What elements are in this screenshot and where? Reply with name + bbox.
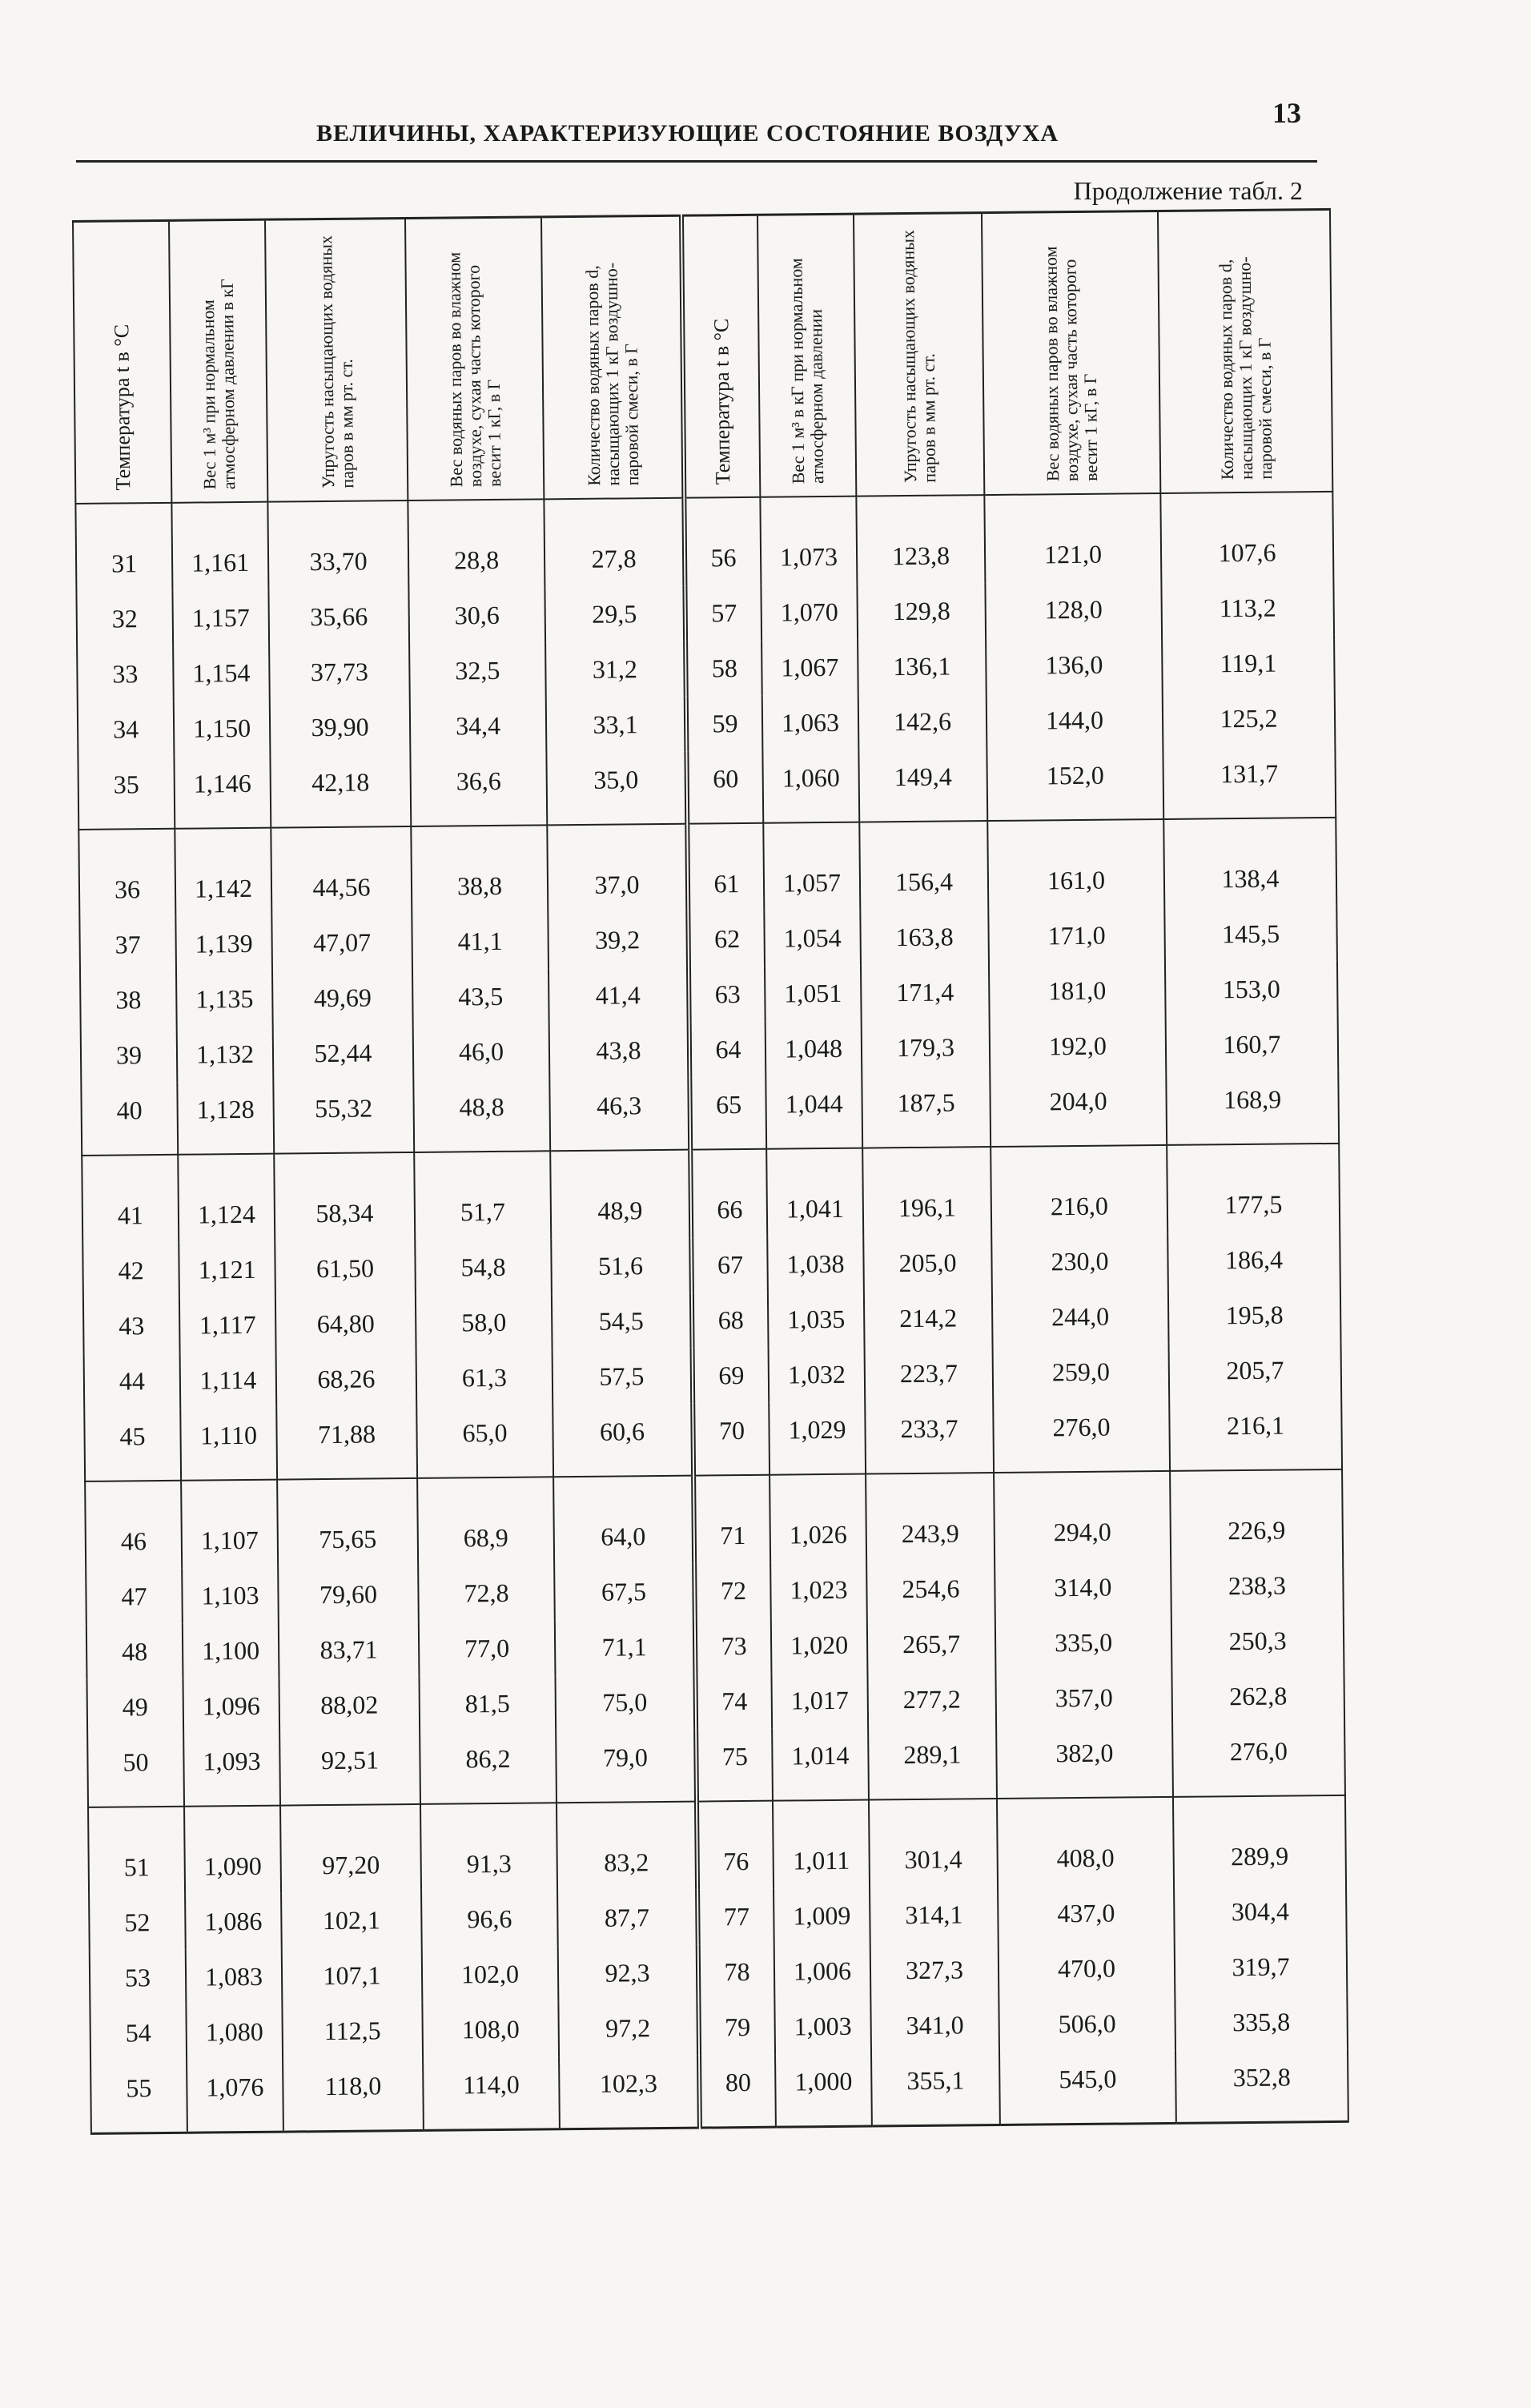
table-cell: 40 (81, 1083, 178, 1156)
table-cell: 81,5 (419, 1675, 556, 1732)
header-vapor-weight: Вес водяных паров во влажном воздухе, сухая часть которого весит 1 кГ, в Г (405, 217, 544, 500)
table-cell: 51,7 (414, 1151, 551, 1240)
table-row (75, 492, 1333, 592)
table-cell: 1,096 (183, 1678, 279, 1735)
table-cell: 68,9 (417, 1477, 554, 1566)
table-cell: 78 (698, 1944, 775, 2000)
table-row (78, 746, 1336, 830)
table-cell: 1,020 (771, 1618, 868, 1674)
table-cell: 1,044 (766, 1076, 862, 1149)
table-cell: 382,0 (996, 1725, 1173, 1799)
table-cell: 1,026 (770, 1474, 866, 1563)
header-temperature-2: Температура t в °C (681, 215, 760, 497)
table-cell: 149,4 (858, 749, 987, 822)
table-cell: 41,4 (549, 967, 689, 1024)
table-cell: 113,2 (1161, 580, 1334, 637)
table-cell: 33,70 (267, 500, 408, 590)
table-cell: 114,0 (423, 2056, 560, 2130)
table-cell: 289,9 (1173, 1795, 1346, 1885)
table-cell: 1,041 (766, 1148, 863, 1237)
table-cell: 118,0 (283, 2058, 424, 2132)
table-row (84, 1397, 1342, 1481)
table-cell: 55,32 (273, 1080, 414, 1154)
table-cell: 75,0 (555, 1674, 696, 1731)
table-cell: 195,8 (1168, 1287, 1341, 1344)
running-head (76, 96, 1317, 163)
table-cell: 314,1 (870, 1887, 999, 1944)
table-cell: 37 (79, 917, 176, 973)
table-cell: 1,142 (175, 828, 271, 917)
table-cell: 44,56 (271, 826, 412, 916)
table-cell: 61,3 (416, 1349, 553, 1406)
table-cell: 55 (90, 2060, 187, 2134)
table-cell: 161,0 (987, 819, 1164, 909)
table-cell: 125,2 (1163, 690, 1336, 747)
header-weight-m3-2: Вес 1 м³ в кГ при нормальном атмосферном давлении (757, 214, 856, 497)
table-cell: 1,076 (187, 2060, 283, 2133)
table-cell: 335,0 (995, 1614, 1172, 1671)
table-cell: 216,1 (1169, 1397, 1342, 1471)
table-cell: 97,20 (280, 1804, 421, 1894)
table-cell: 1,067 (761, 640, 858, 696)
table-cell: 79,0 (556, 1730, 697, 1803)
table-cell: 80 (699, 2055, 776, 2128)
table-cell: 341,0 (870, 1997, 999, 2054)
table-cell: 289,1 (868, 1727, 997, 1800)
table-cell: 254,6 (866, 1561, 995, 1618)
table-cell: 51 (88, 1807, 185, 1895)
table-cell: 119,1 (1162, 635, 1335, 692)
table-cell: 1,083 (186, 1949, 283, 2005)
table-cell: 145,5 (1164, 906, 1337, 963)
table-cell: 1,006 (774, 1944, 871, 2000)
table-cell: 29,5 (544, 586, 685, 643)
table-cell: 61,50 (275, 1240, 416, 1297)
table-cell: 53 (90, 1950, 187, 2006)
table-cell: 41,1 (412, 913, 549, 970)
table-cell: 216,0 (991, 1145, 1167, 1235)
table-cell: 48,8 (413, 1079, 550, 1152)
table-cell: 71,1 (555, 1619, 696, 1676)
table-cell: 38,8 (411, 825, 548, 915)
table-cell: 27,8 (544, 498, 685, 588)
table-cell: 31,2 (545, 641, 686, 698)
table-cell: 64,0 (553, 1476, 694, 1566)
table-cell: 43 (83, 1298, 180, 1354)
table-cell: 314,0 (995, 1559, 1171, 1616)
table-cell: 67,5 (554, 1564, 695, 1621)
table-continuation-caption: Продолжение табл. 2 (1073, 176, 1303, 205)
table-cell: 153,0 (1165, 961, 1338, 1018)
table-cell: 39,2 (548, 912, 689, 969)
table-cell: 46 (85, 1481, 182, 1570)
table-cell: 42 (82, 1243, 179, 1299)
table-cell: 545,0 (999, 2051, 1176, 2125)
table-cell: 54,8 (415, 1239, 552, 1296)
table-cell: 226,9 (1170, 1469, 1343, 1559)
table-cell: 72,8 (418, 1565, 555, 1622)
table-cell: 43,5 (412, 968, 549, 1025)
table-cell: 1,060 (762, 750, 859, 823)
table-cell: 129,8 (857, 583, 986, 640)
header-vapor-amount-2: Количество водяных паров d, насыщающих 1 кГ воздушно-паровой смеси, в Г (1158, 209, 1332, 493)
table-cell: 223,7 (865, 1345, 994, 1402)
table-cell: 48,9 (550, 1150, 691, 1240)
table-row (82, 1144, 1340, 1244)
table-cell: 47 (86, 1569, 183, 1625)
table-cell: 1,057 (763, 822, 860, 911)
table-cell: 65 (689, 1077, 766, 1150)
table-cell: 107,1 (282, 1948, 423, 2004)
table-cell: 1,051 (765, 966, 862, 1022)
table-row (88, 1795, 1346, 1895)
table-cell: 1,103 (182, 1568, 279, 1624)
table-cell: 112,5 (282, 2003, 423, 2060)
table-cell: 1,161 (171, 502, 268, 591)
table-cell: 1,029 (769, 1402, 866, 1475)
table-cell: 46,3 (549, 1078, 690, 1152)
table-cell: 1,100 (183, 1623, 279, 1679)
table-cell: 33,1 (546, 697, 687, 754)
table-cell: 294,0 (994, 1471, 1171, 1561)
table-cell: 1,117 (179, 1297, 276, 1353)
table-cell: 73 (695, 1618, 772, 1674)
table-cell: 36 (78, 829, 175, 918)
table-cell: 327,3 (870, 1942, 999, 1999)
table-cell: 168,9 (1166, 1071, 1339, 1145)
table-cell: 121,0 (984, 493, 1161, 583)
table-cell: 102,1 (281, 1892, 422, 1949)
table-cell: 97,2 (558, 2000, 699, 2057)
table-cell: 51,6 (551, 1238, 692, 1295)
table-cell: 152,0 (987, 747, 1163, 821)
table-cell: 186,4 (1167, 1232, 1340, 1288)
table-cell: 38 (80, 972, 177, 1028)
table-cell: 1,154 (173, 645, 270, 701)
table-cell: 276,0 (1172, 1723, 1345, 1797)
table-cell: 265,7 (867, 1616, 996, 1673)
table-cell: 71 (693, 1475, 770, 1564)
air-properties-table (72, 208, 1349, 2135)
table-cell: 83,71 (279, 1622, 420, 1678)
table-cell: 156,4 (859, 821, 988, 911)
table-cell: 163,8 (860, 909, 989, 966)
table-cell: 1,090 (184, 1806, 281, 1895)
running-title: ВЕЛИЧИНЫ, ХАРАКТЕРИЗУЮЩИЕ СОСТОЯНИЕ ВОЗДУХА (316, 120, 1059, 147)
table-cell: 259,0 (993, 1344, 1170, 1401)
table-cell: 144,0 (987, 692, 1163, 749)
table-cell: 1,093 (183, 1734, 280, 1807)
table-cell: 68 (692, 1292, 769, 1349)
table-cell: 58,0 (416, 1294, 553, 1351)
table-cell: 1,035 (768, 1292, 865, 1348)
table-cell: 52 (89, 1895, 186, 1951)
table-cell: 42,18 (270, 754, 411, 828)
table-cell: 1,073 (760, 496, 857, 585)
table-cell: 470,0 (999, 1940, 1175, 1997)
table-cell: 171,4 (861, 964, 990, 1021)
table-header-row (73, 209, 1332, 504)
table-cell: 31 (75, 503, 172, 592)
table-row (81, 1071, 1339, 1156)
table-cell: 250,3 (1171, 1613, 1344, 1670)
table-cell: 181,0 (989, 963, 1166, 1019)
table-cell: 74 (695, 1674, 772, 1730)
table-cell: 32,5 (409, 642, 546, 699)
table-cell: 301,4 (869, 1799, 998, 1888)
table-cell: 1,121 (179, 1242, 275, 1298)
table-cell: 47,07 (271, 915, 412, 971)
table-cell: 1,139 (175, 916, 272, 972)
table-cell: 43,8 (549, 1023, 690, 1079)
table-cell: 102,0 (422, 1946, 559, 2003)
table-cell: 243,9 (866, 1473, 995, 1562)
table-cell: 1,063 (762, 695, 859, 751)
table-cell: 57,5 (553, 1349, 693, 1405)
table-cell: 1,032 (769, 1347, 866, 1403)
table-cell: 70 (693, 1403, 770, 1476)
table-cell: 1,086 (185, 1894, 282, 1950)
table-cell: 1,110 (180, 1408, 277, 1481)
table-cell: 192,0 (990, 1018, 1167, 1075)
table-cell: 160,7 (1166, 1016, 1339, 1073)
table-cell: 319,7 (1175, 1939, 1348, 1996)
table-cell: 69 (693, 1348, 770, 1404)
table-cell: 128,0 (985, 581, 1162, 638)
table-cell: 205,7 (1169, 1342, 1342, 1399)
table-cell: 244,0 (992, 1288, 1169, 1345)
table-cell: 1,132 (177, 1027, 274, 1083)
table-cell: 214,2 (864, 1290, 993, 1347)
table-cell: 87,7 (557, 1890, 698, 1947)
table-cell: 138,4 (1163, 818, 1336, 907)
table-cell: 86,2 (420, 1731, 557, 1804)
table-cell: 63 (689, 967, 766, 1023)
table-cell: 1,070 (761, 585, 858, 641)
header-weight-m3: Вес 1 м³ при нормальном атмосферном давлении в кГ (169, 219, 267, 503)
table-cell: 37,73 (269, 644, 410, 701)
table-cell: 1,023 (770, 1562, 867, 1618)
table-cell: 61 (687, 823, 764, 912)
table-cell: 32 (76, 591, 173, 647)
table-cell: 54,5 (552, 1293, 693, 1350)
table-cell: 1,080 (186, 2004, 283, 2060)
table-cell: 64 (689, 1022, 766, 1078)
table-cell: 1,014 (772, 1728, 869, 1801)
table-cell: 75 (696, 1729, 773, 1802)
table-cell: 45 (84, 1409, 181, 1481)
table-row (85, 1469, 1343, 1570)
table-cell: 1,054 (764, 911, 861, 967)
table-cell: 276,0 (993, 1399, 1170, 1473)
table-cell: 39 (81, 1027, 178, 1083)
table-cell: 28,8 (408, 499, 544, 589)
table-cell: 58 (685, 641, 762, 697)
header-vapor-pressure: Упругость насыщающих водяных паров в мм рт. ст. (265, 219, 408, 502)
table-cell: 39,90 (270, 699, 411, 756)
table-cell: 34 (78, 701, 175, 758)
table-cell: 1,003 (774, 1999, 871, 2055)
table-cell: 50 (87, 1735, 184, 1807)
table-cell: 1,048 (766, 1021, 862, 1077)
table-cell: 44 (84, 1353, 181, 1409)
table-cell: 35 (78, 757, 175, 830)
table-cell: 1,128 (177, 1082, 274, 1155)
table-cell: 238,3 (1171, 1558, 1344, 1614)
table-cell: 205,0 (863, 1235, 992, 1292)
table-cell: 233,7 (865, 1401, 994, 1474)
header-vapor-pressure-2: Упругость насыщающих водяных паров в мм рт. ст. (854, 213, 984, 496)
table-cell: 102,3 (559, 2056, 700, 2129)
table-cell: 48 (86, 1624, 183, 1680)
table-cell: 77,0 (419, 1620, 556, 1677)
table-cell: 37,0 (547, 824, 688, 914)
table-cell: 304,4 (1174, 1883, 1347, 1940)
table-cell: 68,26 (276, 1351, 417, 1408)
table-cell: 49 (86, 1679, 183, 1735)
table-cell: 58,34 (274, 1152, 415, 1242)
table-cell: 357,0 (995, 1670, 1172, 1727)
table-row (90, 2049, 1348, 2134)
table-cell: 36,6 (410, 753, 547, 826)
table-cell: 335,8 (1175, 1994, 1348, 2051)
table-cell: 60,6 (553, 1404, 693, 1477)
table-body (75, 492, 1348, 2133)
table-cell: 66 (690, 1149, 767, 1238)
page-number: 13 (1272, 97, 1301, 129)
table-cell: 1,011 (773, 1800, 870, 1889)
table-cell: 131,7 (1163, 746, 1336, 819)
table-cell: 88,02 (279, 1677, 420, 1734)
table-cell: 75,65 (277, 1478, 418, 1568)
table-cell: 96,6 (421, 1891, 558, 1948)
table-cell: 204,0 (990, 1073, 1167, 1147)
table-cell: 1,009 (774, 1888, 870, 1944)
table-cell: 506,0 (999, 1996, 1175, 2052)
table-cell: 277,2 (867, 1671, 996, 1728)
table-wrapper (72, 208, 1348, 2138)
table-cell: 136,0 (986, 637, 1163, 693)
table-cell: 1,114 (180, 1353, 277, 1409)
table-cell: 123,8 (856, 495, 985, 585)
table-cell: 52,44 (273, 1025, 414, 1082)
table-cell: 136,1 (858, 638, 987, 695)
table-cell: 35,66 (268, 589, 409, 645)
table-cell: 107,6 (1160, 492, 1333, 581)
table-cell: 49,69 (272, 970, 413, 1027)
table-cell: 92,3 (558, 1945, 699, 2002)
table-cell: 62 (688, 911, 765, 967)
table-cell: 30,6 (408, 587, 545, 644)
table-cell: 108,0 (422, 2001, 559, 2058)
table-cell: 352,8 (1175, 2049, 1348, 2124)
table-cell: 79,60 (278, 1566, 419, 1623)
table-cell: 33 (77, 646, 174, 702)
table-cell: 1,146 (174, 756, 271, 829)
table-cell: 71,88 (276, 1406, 417, 1480)
table-cell: 355,1 (871, 2052, 1000, 2126)
table-cell: 59 (686, 696, 763, 752)
table-cell: 1,150 (174, 701, 271, 757)
table-cell: 60 (686, 751, 763, 824)
table-cell: 171,0 (988, 907, 1165, 964)
table-cell: 92,51 (279, 1732, 420, 1806)
table-cell: 1,157 (172, 590, 269, 646)
table-cell: 56 (684, 497, 761, 586)
table-cell: 72 (694, 1563, 771, 1619)
table-cell: 1,038 (767, 1236, 864, 1292)
table-cell: 91,3 (420, 1803, 557, 1892)
table-row (78, 818, 1336, 918)
table-cell: 64,80 (275, 1296, 416, 1353)
table-cell: 1,000 (775, 2054, 872, 2128)
table-cell: 46,0 (413, 1023, 550, 1080)
table-cell: 65,0 (416, 1405, 553, 1478)
table-cell: 196,1 (862, 1147, 991, 1236)
table-cell: 34,4 (410, 697, 547, 754)
table-cell: 408,0 (997, 1797, 1174, 1887)
table-cell: 437,0 (998, 1885, 1175, 1942)
table-cell: 41 (82, 1155, 179, 1244)
table-cell: 54 (90, 2005, 187, 2061)
table-cell: 230,0 (991, 1233, 1168, 1290)
table-cell: 1,017 (771, 1673, 868, 1729)
table-row (87, 1723, 1345, 1807)
table-cell: 187,5 (862, 1075, 991, 1148)
table-cell: 35,0 (546, 752, 687, 826)
header-vapor-amount: Количество водяных паров d, насыщающих 1 кГ воздушно-паровой смеси, в Г (541, 215, 684, 499)
table-cell: 79 (698, 2000, 775, 2056)
table-cell: 57 (685, 585, 761, 641)
table-cell: 77 (697, 1889, 774, 1945)
table-cell: 67 (691, 1237, 768, 1293)
header-vapor-weight-2: Вес водяных паров во влажном воздухе, сухая часть которого весит 1 кГ, в Г (982, 211, 1160, 495)
table-cell: 142,6 (858, 693, 987, 750)
table-cell: 83,2 (557, 1802, 697, 1891)
table-cell: 179,3 (862, 1019, 991, 1076)
header-temperature: Температура t в °C (73, 220, 171, 504)
table-cell: 262,8 (1171, 1668, 1344, 1725)
table-cell: 177,5 (1167, 1144, 1340, 1233)
table-cell: 1,107 (181, 1480, 278, 1569)
table-cell: 1,135 (176, 971, 273, 1027)
table-cell: 76 (697, 1801, 774, 1890)
table-cell: 1,124 (178, 1154, 275, 1243)
